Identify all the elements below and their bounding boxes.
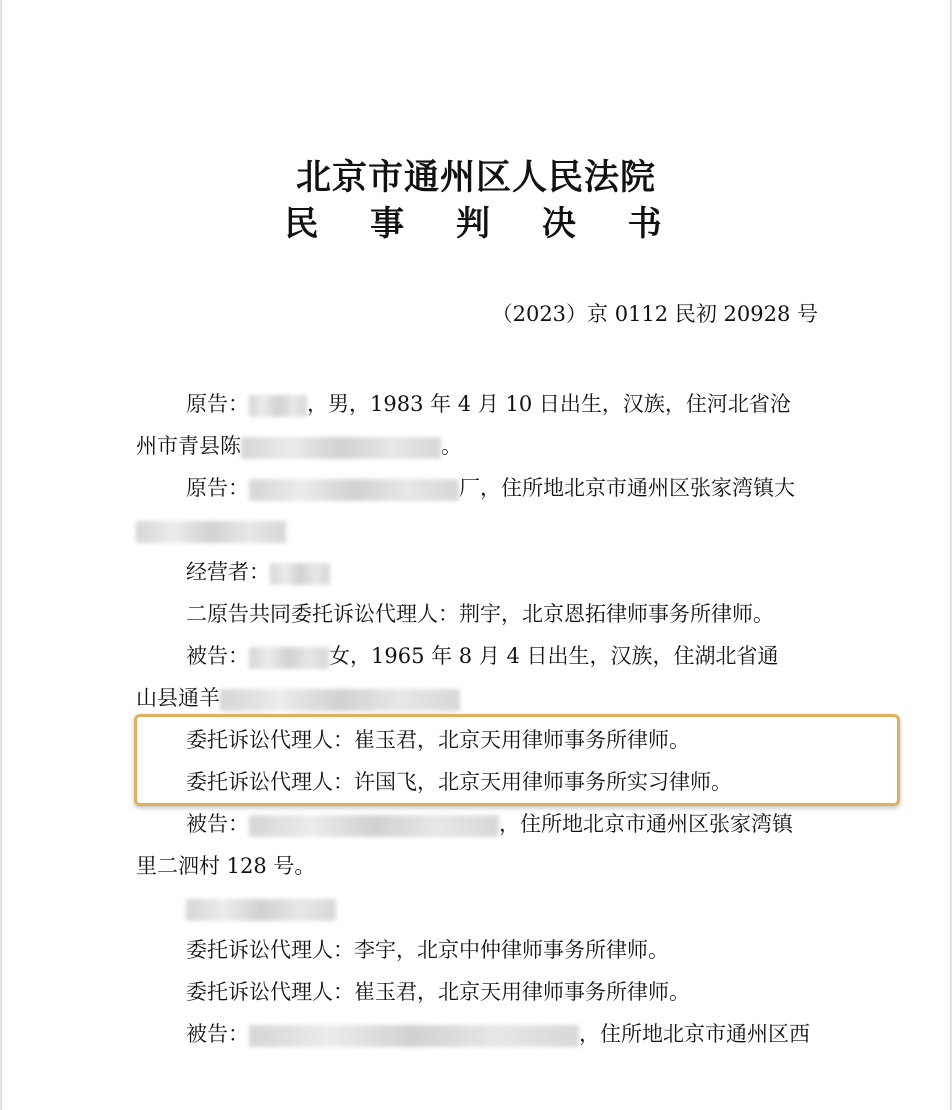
defendant-2-address: 里二泗村 128 号。 xyxy=(136,854,316,878)
defendant-1-address xyxy=(136,683,460,713)
operator-line xyxy=(186,557,330,587)
defendant-1-info: 女，1965 年 8 月 4 日出生，汉族，住湖北省通 xyxy=(329,644,779,668)
redacted-name xyxy=(249,647,329,669)
agent-line-2: 委托诉讼代理人：许国飞，北京天用律师事务所实习律师。 xyxy=(186,770,732,794)
defendant-3-line xyxy=(186,1019,810,1049)
redacted-name xyxy=(249,395,307,417)
address-suffix: 。 xyxy=(441,434,462,458)
redacted-address xyxy=(241,437,441,459)
address-prefix: 山县通羊 xyxy=(136,686,220,710)
court-name: 北京市通州区人民法院 xyxy=(295,157,656,198)
agent-line-3: 委托诉讼代理人：李宇，北京中仲律师事务所律师。 xyxy=(186,938,669,962)
redacted-address xyxy=(136,521,286,543)
redacted-address xyxy=(220,689,460,711)
agent-line-4: 委托诉讼代理人：崔玉君，北京天用律师事务所律师。 xyxy=(186,980,690,1004)
redacted-name xyxy=(249,815,499,837)
plaintiff-1-line xyxy=(186,389,791,419)
case-number: （2023）京 0112 民初 20928 号 xyxy=(491,302,818,326)
defendant-3-info: ，住所地北京市通州区西 xyxy=(579,1022,810,1046)
document-page xyxy=(2,0,950,1110)
redacted-name xyxy=(249,1025,579,1047)
agent-line-1: 委托诉讼代理人：崔玉君，北京天用律师事务所律师。 xyxy=(186,728,690,752)
defendant-2-line xyxy=(186,809,793,839)
address-prefix: 州市青县陈 xyxy=(136,434,241,458)
redacted-text xyxy=(186,899,336,921)
defendant-1-line xyxy=(186,641,779,671)
defendant-label: 被告： xyxy=(186,644,249,668)
plaintiff-1-address xyxy=(136,431,462,461)
document-type: 民 事 判 决 书 xyxy=(284,204,682,244)
defendant-label: 被告： xyxy=(186,1022,249,1046)
plaintiff-2-info: 厂，住所地北京市通州区张家湾镇大 xyxy=(459,476,795,500)
defendant-label: 被告： xyxy=(186,812,249,836)
redacted-name xyxy=(270,563,330,585)
defendant-2-info: ，住所地北京市通州区张家湾镇 xyxy=(499,812,793,836)
plaintiff-1-info: ，男，1983 年 4 月 10 日出生，汉族，住河北省沧 xyxy=(307,392,791,416)
operator-label: 经营者： xyxy=(186,560,270,584)
plaintiff-2-address xyxy=(136,515,286,545)
plaintiff-label: 原告： xyxy=(186,392,249,416)
joint-agent-line: 二原告共同委托诉讼代理人：荆宇，北京恩拓律师事务所律师。 xyxy=(186,602,774,626)
redacted-line xyxy=(186,893,336,923)
plaintiff-2-line xyxy=(186,473,795,503)
plaintiff-label: 原告： xyxy=(186,476,249,500)
redacted-name xyxy=(249,479,459,501)
